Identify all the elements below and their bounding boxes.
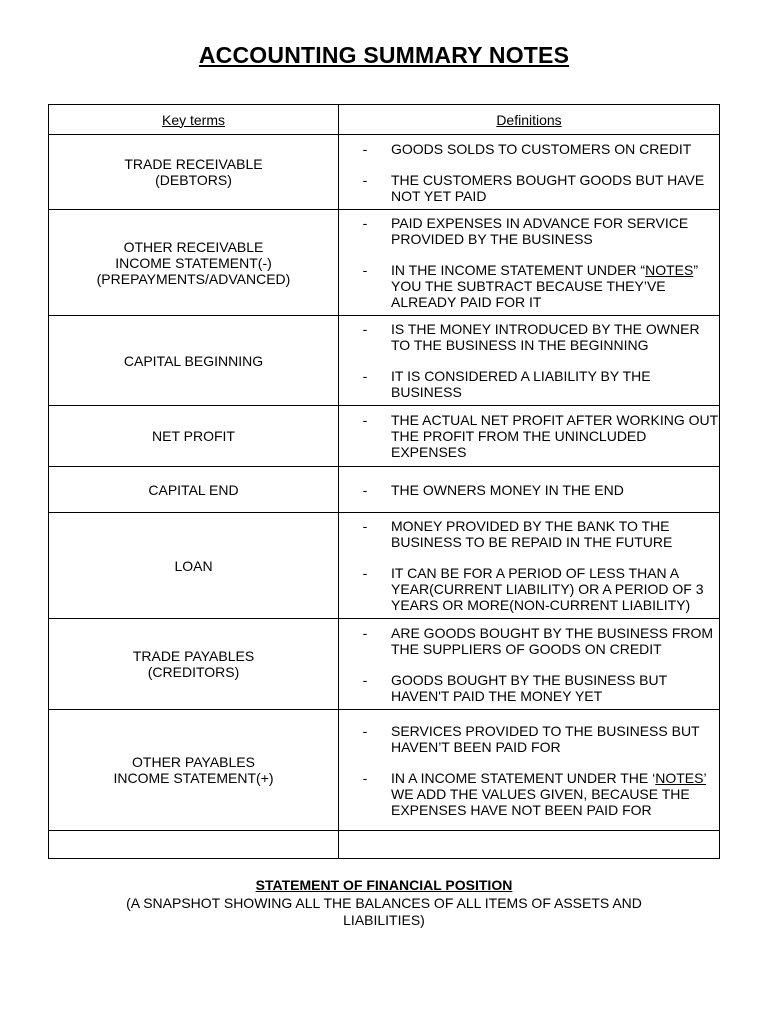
table-row [49,210,720,316]
empty-cell [49,831,339,859]
definition-text: THE CUSTOMERS BOUGHT GOODS BUT HAVE NOT YET PAID [391,171,705,204]
term-line: (DEBTORS) [155,172,232,188]
bullet-dash: - [362,481,368,498]
table-row [49,406,720,467]
bullet-dash: - [362,671,368,688]
term-cell [49,619,339,710]
bullet-dash: - [362,722,368,739]
bullet-dash: - [362,140,368,157]
term-line: INCOME STATEMENT(+) [113,770,274,786]
definition-cell [339,619,720,710]
definition-text: GOODS SOLDS TO CUSTOMERS ON CREDIT [391,140,692,157]
section-heading: STATEMENT OF FINANCIAL POSITION [255,877,513,893]
definition-cell [339,406,720,467]
definition-text: GOODS BOUGHT BY THE BUSINESS BUT HAVEN'T PAID THE MONEY YET [391,671,667,704]
definition-item [339,625,719,657]
definition-item [339,141,719,157]
term-cell [49,467,339,513]
definition-item [339,412,719,460]
term-cell [49,210,339,316]
term-line: (CREDITORS) [147,664,240,680]
definition-cell [339,135,720,210]
table-header-row [49,105,720,135]
bullet-dash: - [362,368,368,384]
page-title: ACCOUNTING SUMMARY NOTES [198,42,570,68]
term-cell [49,316,339,406]
definition-text-after: ” YOU THE SUBTRACT BECAUSE THEY’VE ALREADY PAID FOR IT [391,262,698,310]
definition-item [339,215,719,247]
definition-cell [339,710,720,831]
empty-cell [339,831,720,859]
table-row [49,710,720,831]
definition-item [339,723,719,755]
bullet-dash: - [362,215,368,231]
table-row [49,467,720,513]
definition-item [339,321,719,353]
definition-item [339,482,719,498]
definition-text: THE ACTUAL NET PROFIT AFTER WORKING OUT THE PROFIT FROM THE UNINCLUDED EXPENSES [391,412,718,460]
definition-text: THE OWNERS MONEY IN THE END [391,481,624,498]
term-line: CAPITAL BEGINNING [123,352,264,369]
table-row [49,316,720,406]
definition-item [339,262,719,310]
term-line: CAPITAL END [148,481,239,498]
term-line: OTHER PAYABLES [132,754,255,770]
definition-text: IT IS CONSIDERED A LIABILITY BY THE BUSINESS [391,368,651,400]
notes-underlined: NOTES’ [655,769,707,786]
accounting-notes-table [48,104,720,859]
definition-text: PAID EXPENSES IN ADVANCE FOR SERVICE PROVIDED BY THE BUSINESS [391,215,689,247]
term-cell [49,513,339,619]
definition-cell [339,467,720,513]
definition-item [339,518,719,550]
bullet-dash: - [362,518,368,534]
key-terms-header: Key terms [49,105,339,135]
term-line: (PREPAYMENTS/ADVANCED) [96,270,291,287]
empty-table-row [49,831,720,859]
definition-text-before: IN THE INCOME STATEMENT UNDER “ [391,262,646,278]
definitions-header: Definitions [339,105,720,135]
table-row [49,619,720,710]
section-subtitle: (A SNAPSHOT SHOWING ALL THE BALANCES OF ALL ITEMS OF ASSETS AND LIABILITIES) [126,895,642,928]
notes-underlined: NOTES [645,262,694,278]
definition-item [339,172,719,204]
definition-item [339,770,719,818]
bullet-dash: - [362,171,368,188]
term-line: LOAN [174,557,213,574]
bullet-dash: - [362,624,368,641]
bullet-dash: - [362,321,368,337]
table-row [49,135,720,210]
term-cell [49,406,339,467]
definition-text: IT CAN BE FOR A PERIOD OF LESS THAN A YEAR(CURRENT LIABILITY) OR A PERIOD OF 3 YEARS OR MORE(NON-CURRENT LIABILITY) [391,565,704,613]
term-line: OTHER RECEIVABLE [123,238,264,255]
table-row [49,513,720,619]
definition-text [391,262,719,310]
term-cell [49,135,339,210]
definition-cell [339,210,720,316]
definition-text [391,770,719,818]
bullet-dash: - [362,412,368,428]
definition-text-after: WE ADD THE VALUES GIVEN, BECAUSE THE EXPENSES HAVE NOT BEEN PAID FOR [391,785,690,818]
definition-cell [339,513,720,619]
definition-text: SERVICES PROVIDED TO THE BUSINESS BUT HAVEN’T BEEN PAID FOR [391,722,700,755]
definition-text: IS THE MONEY INTRODUCED BY THE OWNER TO THE BUSINESS IN THE BEGINNING [391,321,700,353]
term-line: INCOME STATEMENT(-) [115,254,272,271]
table-body [49,135,720,859]
definition-text: MONEY PROVIDED BY THE BANK TO THE BUSINESS TO BE REPAID IN THE FUTURE [391,518,673,550]
definition-item [339,368,719,400]
bullet-dash: - [362,262,368,278]
definition-text: ARE GOODS BOUGHT BY THE BUSINESS FROM THE SUPPLIERS OF GOODS ON CREDIT [391,624,714,657]
term-line: NET PROFIT [152,428,235,444]
term-line: TRADE PAYABLES [132,648,255,664]
bullet-dash: - [362,769,368,786]
definition-cell [339,316,720,406]
bullet-dash: - [362,565,368,581]
term-line: TRADE RECEIVABLE [124,156,263,172]
definition-item [339,672,719,704]
term-cell [49,710,339,831]
definition-item [339,565,719,613]
definition-text-before: IN A INCOME STATEMENT UNDER THE ‘ [391,769,656,786]
